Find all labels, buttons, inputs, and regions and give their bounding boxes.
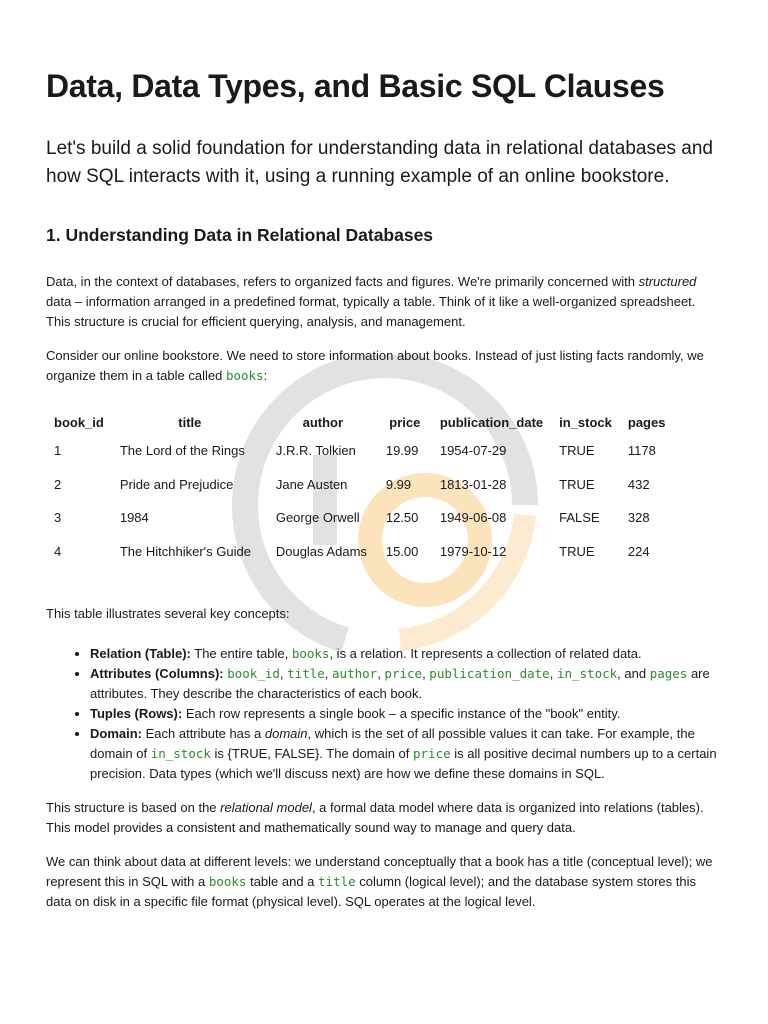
table-header-row <box>46 410 673 434</box>
column-header: author <box>302 414 344 430</box>
table-cell: J.R.R. Tolkien <box>275 443 356 459</box>
inline-code: in_stock <box>150 746 211 761</box>
table-cell: Douglas Adams <box>275 543 367 559</box>
intro-paragraph: Data, in the context of databases, refers to organized facts and figures. We're primarily concerned with structured data – information arranged in a predefined format, typically a table. Think of it like a well-organized spreadsheet. This structure is crucial for efficient querying, analysis, and management. <box>46 274 697 329</box>
relational-model-paragraph: This structure is based on the relational model, a formal data model where data is organized into relations (tables). This model provides a consistent and mathematically sound way to manage and query data. <box>46 800 704 835</box>
inline-code: title <box>287 666 325 681</box>
table-row <box>46 501 673 535</box>
list-item: • Relation (Table): The entire table, books, is a relation. It represents a collection of related data. <box>90 644 722 664</box>
table-cell: 15.00 <box>385 543 419 559</box>
inline-code: books <box>208 874 247 889</box>
lead-paragraph: Let's build a solid foundation for understanding data in relational databases and how SQL interacts with it, using a running example of an online bookstore. <box>46 138 713 187</box>
column-header: price <box>389 414 421 430</box>
table-cell: FALSE <box>559 510 600 526</box>
column-header: publication_date <box>439 414 544 430</box>
list-item: • Attributes (Columns): book_id, title, author, price, publication_date, in_stock, and pages are attributes. They describe the characteristics of each book. <box>90 664 722 704</box>
list-item: • Domain: Each attribute has a domain, which is the set of all possible values it can take. For example, the domain of in_stock is {TRUE, FALSE}. The domain of price is all positive decimal numbers up to a certain precision. Data types (which we'll discuss next) are how we define these domains in SQL. <box>90 724 722 784</box>
table-cell: 1813-01-28 <box>439 476 507 492</box>
table-cell: 1949-06-08 <box>439 510 507 526</box>
table-cell: The Hitchhiker's Guide <box>119 543 251 559</box>
inline-code: books <box>225 368 264 383</box>
concepts-list <box>46 644 722 784</box>
table-cell: TRUE <box>559 476 595 492</box>
inline-code: pages <box>649 666 688 681</box>
table-cell: 2 <box>54 476 62 492</box>
table-cell: 19.99 <box>385 443 419 459</box>
list-item: • Tuples (Rows): Each row represents a single book – a specific instance of the "book" entity. <box>90 704 722 724</box>
table-row <box>46 434 673 468</box>
inline-code: author <box>332 666 378 681</box>
table-row <box>46 535 673 569</box>
table-cell: 432 <box>627 476 650 492</box>
table-cell: 328 <box>627 510 650 526</box>
table-cell: TRUE <box>559 443 595 459</box>
table-cell: 1178 <box>627 443 656 459</box>
column-header: in_stock <box>559 414 612 430</box>
column-header: book_id <box>54 414 104 430</box>
section-heading: 1. Understanding Data in Relational Databases <box>46 225 434 245</box>
table-cell: 4 <box>54 543 62 559</box>
bookstore-paragraph: Consider our online bookstore. We need to store information about books. Instead of just listing facts randomly, we organize them in a table called books: <box>46 348 704 383</box>
page-title: Data, Data Types, and Basic SQL Clauses <box>46 68 665 104</box>
table-cell: 1984 <box>119 510 149 526</box>
table-cell: Jane Austen <box>275 476 348 492</box>
table-cell: The Lord of the Rings <box>119 443 245 459</box>
table-cell: 1979-10-12 <box>439 543 507 559</box>
concepts-intro: This table illustrates several key concepts: <box>46 606 290 621</box>
table-cell: TRUE <box>559 543 595 559</box>
table-cell: George Orwell <box>275 510 360 526</box>
table-cell: 224 <box>627 543 650 559</box>
table-cell: 1 <box>54 443 62 459</box>
table-row <box>46 468 673 502</box>
table-cell: 9.99 <box>385 476 412 492</box>
column-header: pages <box>627 414 666 430</box>
inline-code: price <box>384 666 423 681</box>
books-table <box>46 410 673 568</box>
data-levels-paragraph: We can think about data at different levels: we understand conceptually that a book has a title (conceptual level); we represent this in SQL with a books table and a title column (logical level); and the database system stores this data on disk in a specific file format (physical level). SQL operates at the logical level. <box>46 854 713 909</box>
inline-code: books <box>291 646 330 661</box>
inline-code: price <box>413 746 451 761</box>
inline-code: in_stock <box>556 666 618 681</box>
inline-code: publication_date <box>429 666 550 681</box>
table-cell: 12.50 <box>385 510 419 526</box>
table-cell: Pride and Prejudice <box>119 476 234 492</box>
inline-code: title <box>318 874 356 889</box>
inline-code: book_id <box>227 666 280 681</box>
table-cell: 3 <box>54 510 62 526</box>
column-header: title <box>178 414 202 430</box>
table-cell: 1954-07-29 <box>439 443 507 459</box>
